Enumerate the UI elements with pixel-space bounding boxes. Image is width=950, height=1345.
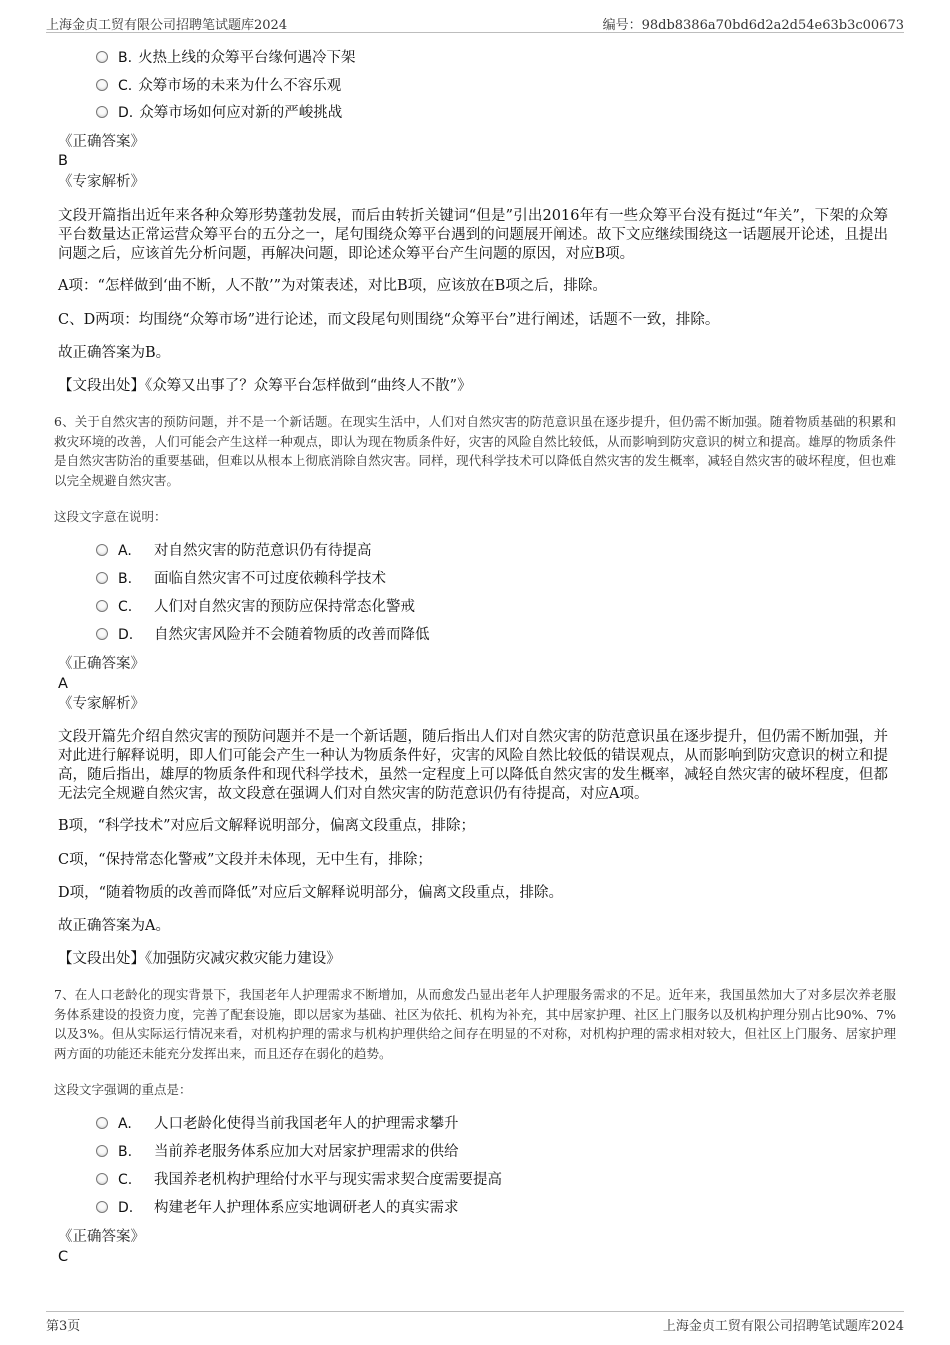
radio-icon[interactable] bbox=[96, 600, 108, 612]
q7-option-c[interactable]: C. 我国养老机构护理给付水平与现实需求契合度需要提高 bbox=[96, 1170, 502, 1190]
radio-icon[interactable] bbox=[96, 79, 108, 91]
answer-label: 《正确答案》 bbox=[58, 656, 145, 672]
radio-icon[interactable] bbox=[96, 106, 108, 118]
page-footer bbox=[46, 1311, 904, 1334]
q7-prompt: 这段文字强调的重点是： bbox=[54, 1082, 192, 1097]
page-header bbox=[46, 14, 904, 33]
page-number: 第3页 bbox=[46, 1319, 81, 1334]
q5-option-b[interactable]: B. 火热上线的众筹平台缘何遇冷下架 bbox=[96, 48, 356, 68]
q6-stem: 6、关于自然灾害的预防问题，并不是一个新话题。在现实生活中，人们对自然灾害的防范意识虽在逐步提升，但仍需不断加强。随着物质基础的积累和救灾环境的改善，人们可能会产生这样一种观点，即认为现在物质条件好，灾害的风险自然比较低，从而影响到防灾意识的树立和提高。雄厚的物质条件是自然灾害防治的重要基础，但难以从根本上彻底消除自然灾害。同样，现代科学技术可以降低自然灾害的发生概率，减轻自然灾害的破坏程度，但也难以完全规避自然灾害。 bbox=[54, 414, 896, 488]
radio-icon[interactable] bbox=[96, 572, 108, 584]
q6-option-b[interactable]: B. 面临自然灾害不可过度依赖科学技术 bbox=[96, 569, 386, 589]
q6-prompt: 这段文字意在说明： bbox=[54, 509, 167, 524]
q5-analysis: 文段开篇指出近年来各种众筹形势蓬勃发展，而后由转折关键词“但是”引出2016年有一些众筹平台没有挺过“年关”，下架的众筹平台数量达正常运营众筹平台的五分之一，尾句围绕众筹平台遇到的问题展开阐述。故下文应继续围绕这一话题展开论述，且提出问题之后，应该首先分析问题，再解决问题，即论述众筹平台产生问题的原因，对应B项。 bbox=[58, 208, 888, 262]
q7-answer: C bbox=[58, 1249, 69, 1265]
radio-icon[interactable] bbox=[96, 628, 108, 640]
q6-option-a[interactable]: A. 对自然灾害的防范意识仍有待提高 bbox=[96, 541, 372, 561]
q5-option-d[interactable]: D. 众筹市场如何应对新的严峻挑战 bbox=[96, 103, 342, 123]
radio-icon[interactable] bbox=[96, 544, 108, 556]
q6-analysis: 文段开篇先介绍自然灾害的预防问题并不是一个新话题，随后指出人们对自然灾害的防范意识虽在逐步提升，但仍需不断加强，并对此进行解释说明，即人们可能会产生一种认为物质条件好，灾害的风险自然比较低的错误观点，从而影响到防灾意识的树立和提高，随后指出，雄厚的物质条件和现代科学技术，虽然一定程度上可以降低自然灾害的发生概率，减轻自然灾害的破坏程度，但都无法完全规避自然灾害，故文段意在强调人们对自然灾害的防范意识仍有待提高，对应A项。 bbox=[58, 729, 888, 802]
header-code: 编号：98db8386a70bd6d2a2d54e63b3c00673 bbox=[602, 18, 904, 33]
q7-option-a[interactable]: A. 人口老龄化使得当前我国老年人的护理需求攀升 bbox=[96, 1114, 459, 1134]
q7-option-d[interactable]: D. 构建老年人护理体系应实地调研老人的真实需求 bbox=[96, 1198, 459, 1218]
radio-icon[interactable] bbox=[96, 1145, 108, 1157]
footer-title: 上海金贞工贸有限公司招聘笔试题库2024 bbox=[662, 1319, 904, 1334]
answer-label: 《正确答案》 bbox=[58, 134, 145, 150]
q6-analysis-line: D项，“随着物质的改善而降低”对应后文解释说明部分，偏离文段重点，排除。 bbox=[58, 885, 563, 901]
q5-analysis-line: C、D两项：均围绕“众筹市场”进行论述，而文段尾句则围绕“众筹平台”进行阐述，话题不一致，排除。 bbox=[58, 312, 720, 328]
header-title: 上海金贞工贸有限公司招聘笔试题库2024 bbox=[46, 18, 288, 33]
q5-answer: B bbox=[58, 153, 68, 169]
q5-conclusion: 故正确答案为B。 bbox=[58, 345, 171, 361]
answer-label: 《正确答案》 bbox=[58, 1229, 145, 1245]
q6-option-c[interactable]: C. 人们对自然灾害的预防应保持常态化警戒 bbox=[96, 597, 415, 617]
radio-icon[interactable] bbox=[96, 1117, 108, 1129]
q7-stem: 7、在人口老龄化的现实背景下，我国老年人护理需求不断增加，从而愈发凸显出老年人护理服务需求的不足。近年来，我国虽然加大了对多层次养老服务体系建设的投资力度，完善了配套设施，即以居家为基础、社区为依托、机构为补充，其中居家护理、社区上门服务以及机构护理分别占比90%、7%以及3%。但从实际运行情况来看，对机构护理的需求与机构护理供给之间存在明显的不对称，对机构护理的需求相对较大，但社区上门服务、居家护理两方面的功能还未能充分发挥出来，而且还存在弱化的趋势。 bbox=[54, 987, 896, 1061]
q5-analysis-line: A项：“怎样做到‘曲不断，人不散’”为对策表述，对比B项，应该放在B项之后，排除。 bbox=[58, 278, 607, 294]
q6-option-d[interactable]: D. 自然灾害风险并不会随着物质的改善而降低 bbox=[96, 625, 430, 645]
q6-source: 【文段出处】《加强防灾减灾救灾能力建设》 bbox=[58, 951, 341, 967]
q5-option-c[interactable]: C. 众筹市场的未来为什么不容乐观 bbox=[96, 76, 341, 96]
analysis-label: 《专家解析》 bbox=[58, 174, 145, 190]
q6-answer: A bbox=[58, 676, 68, 692]
q5-source: 【文段出处】《众筹又出事了？众筹平台怎样做到“曲终人不散”》 bbox=[58, 378, 472, 394]
radio-icon[interactable] bbox=[96, 1201, 108, 1213]
radio-icon[interactable] bbox=[96, 1173, 108, 1185]
analysis-label: 《专家解析》 bbox=[58, 696, 145, 712]
radio-icon[interactable] bbox=[96, 51, 108, 63]
q6-analysis-line: C项，“保持常态化警戒”文段并未体现，无中生有，排除； bbox=[58, 852, 432, 868]
q6-analysis-line: B项，“科学技术”对应后文解释说明部分，偏离文段重点，排除； bbox=[58, 818, 475, 834]
q6-conclusion: 故正确答案为A。 bbox=[58, 918, 170, 934]
q7-option-b[interactable]: B. 当前养老服务体系应加大对居家护理需求的供给 bbox=[96, 1142, 459, 1162]
